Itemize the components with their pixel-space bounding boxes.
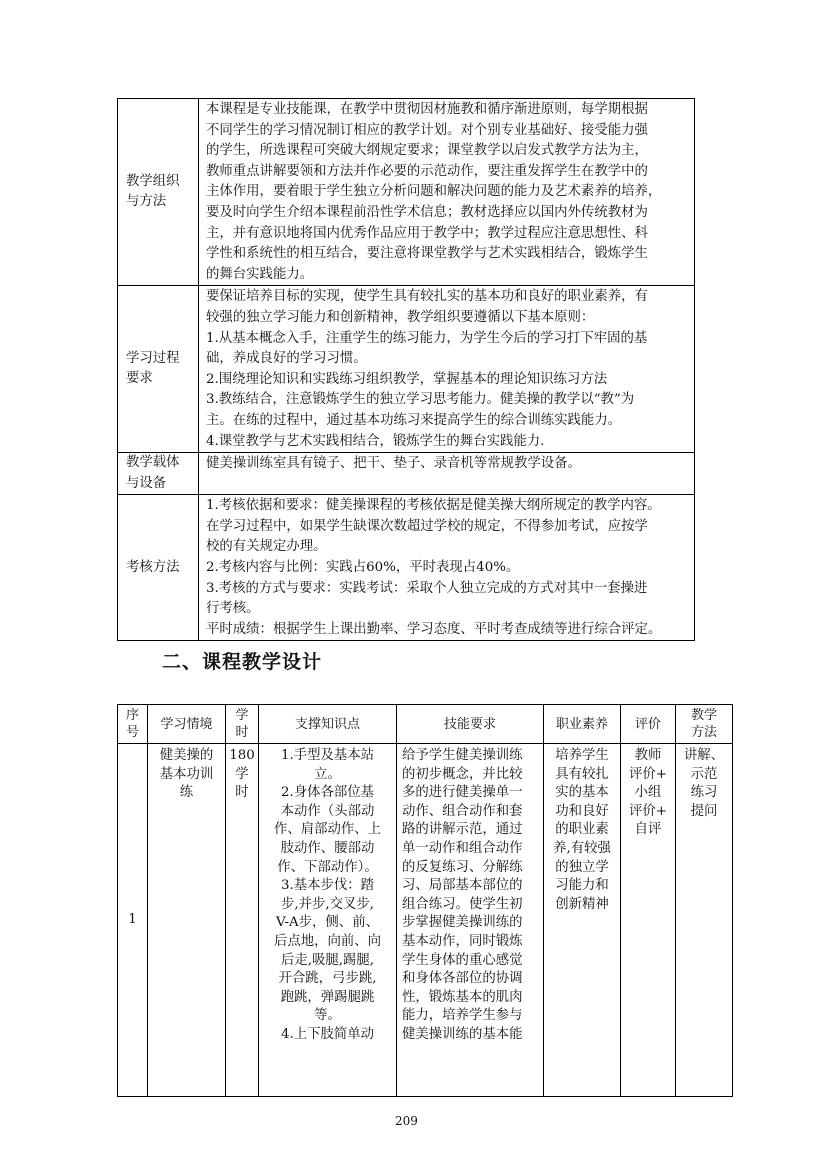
teaching-design-table xyxy=(117,704,733,1097)
course-info-table xyxy=(117,98,695,641)
row-content xyxy=(199,99,695,286)
skills-cell-line: 能力，培养学生参与 xyxy=(402,1008,523,1024)
knowledge-cell-line: 作、下部动作）。 xyxy=(277,859,378,875)
literacy-cell-line: 习能力和 xyxy=(555,878,609,894)
skills-cell-line: 性，锻炼基本的肌肉 xyxy=(402,989,523,1005)
skills-cell-line: 学生身体的重心感觉 xyxy=(402,952,523,968)
method-cell-line: 讲解、 xyxy=(683,748,725,763)
knowledge-cell-line: 跑跳，弹踢腿跳 xyxy=(280,989,375,1005)
column-header-line: 职业素养 xyxy=(555,716,608,732)
skills-cell-line: 路的讲解示范，通过 xyxy=(402,822,523,838)
column-header xyxy=(148,705,226,744)
column-header-line: 号 xyxy=(125,725,139,740)
situation-cell-line: 健美操的 xyxy=(159,748,214,763)
section-title: 二、课程教学设计 xyxy=(162,651,323,673)
table-row xyxy=(118,744,733,1097)
evaluation-cell-line: 教师 xyxy=(634,748,662,763)
content-line: 4.课堂教学与艺术实践相结合，锻炼学生的舞台实践能力. xyxy=(206,433,545,449)
skills-cell-line: 健美操训练的基本能 xyxy=(402,1026,523,1042)
skills-cell-line: 给予学生健美操训练 xyxy=(402,748,523,763)
skills-cell-line: 多的进行健美操单一 xyxy=(402,785,523,801)
skills-cell-line: 步掌握健美操训练的 xyxy=(402,915,523,931)
content-line: 要保证培养目标的实现，使学生具有较扎实的基本功和良好的职业素养，有 xyxy=(206,289,648,305)
column-header-line: 学习情境 xyxy=(160,716,213,732)
content-line: 不同学生的学习情况制订相应的教学计划。对个别专业基础好、接受能力强 xyxy=(206,122,648,138)
hours-cell-line: 180 xyxy=(229,748,255,763)
evaluation-cell-line: 小组 xyxy=(634,785,662,801)
knowledge-cell-line: 4.上下肢简单动 xyxy=(280,1026,375,1042)
knowledge-cell-line: 后点地，向前、向 xyxy=(273,933,382,949)
row-heading xyxy=(118,495,199,641)
skills-cell-line: 的反复练习、分解练 xyxy=(402,859,523,875)
evaluation-cell-line: 自评 xyxy=(634,822,662,838)
situation-cell xyxy=(148,744,226,1097)
evaluation-cell xyxy=(621,744,676,1097)
literacy-cell-line: 实的基本 xyxy=(555,785,609,801)
content-line: 校的有关规定办理。 xyxy=(206,539,327,555)
content-line: 在学习过程中，如果学生缺课次数超过学校的规定，不得参加考试，应按学 xyxy=(206,518,648,534)
content-line: 教师重点讲解要领和方法并作必要的示范动作，要注重发挥学生在教学中的 xyxy=(206,163,648,179)
situation-cell-line: 练 xyxy=(179,785,194,801)
method-cell-line: 示范 xyxy=(690,766,718,782)
row-heading-line: 与设备 xyxy=(126,475,167,491)
row-heading-line: 教学载体 xyxy=(126,455,180,471)
skills-cell-line: 基本动作，同时锻炼 xyxy=(402,933,523,949)
literacy-cell-line: 培养学生 xyxy=(555,748,609,763)
content-line: 的舞台实践能力。 xyxy=(206,266,314,282)
content-line: 2.围绕理论知识和实践练习组织教学，掌握基本的理论知识练习方法 xyxy=(206,371,608,387)
column-header xyxy=(118,705,148,744)
hours-cell xyxy=(226,744,259,1097)
table-row xyxy=(118,495,695,641)
table-row xyxy=(118,99,695,286)
knowledge-cell-line: 等。 xyxy=(314,1008,341,1024)
knowledge-cell-line: 步,并步,交叉步, xyxy=(280,896,375,912)
content-line: 要及时向学生介绍本课程前沿性学术信息；教材选择应以国内外传统教材为 xyxy=(206,204,648,220)
content-line: 3.考核的方式与要求：实践考试：采取个人独立完成的方式对其中一套操进 xyxy=(206,580,648,596)
content-line: 础，养成良好的学习习惯。 xyxy=(206,351,367,367)
knowledge-cell-line: 后走,吸腿,踢腿, xyxy=(280,952,375,968)
content-line: 行考核。 xyxy=(206,601,260,617)
table-row xyxy=(118,286,695,453)
column-header-line: 方法 xyxy=(690,725,717,740)
literacy-cell-line: 的独立学 xyxy=(555,859,609,875)
literacy-cell-line: 的职业素 xyxy=(555,822,609,838)
skills-cell-line: 和身体各部位的协调 xyxy=(402,971,523,987)
skills-cell-line: 单一动作和组合动作 xyxy=(402,840,523,856)
content-line: 主，并有意识地将国内优秀作品应用于教学中；教学过程应注意思想性、科 xyxy=(206,225,648,241)
method-cell xyxy=(676,744,733,1097)
literacy-cell-line: 功和良好 xyxy=(555,803,609,819)
content-line: 主体作用，要着眼于学生独立分析问题和解决问题的能力及艺术素养的培养， xyxy=(206,184,662,200)
column-header-line: 序 xyxy=(125,708,139,723)
skills-cell-line: 习、局部基本部位的 xyxy=(402,878,523,894)
column-header-line: 评价 xyxy=(634,716,661,732)
knowledge-cell-line: 开合跳，弓步跳, xyxy=(278,971,377,987)
column-header xyxy=(226,705,259,744)
content-line: 健美操训练室具有镜子、把干、垫子、录音机等常规教学设备。 xyxy=(206,456,581,472)
column-header-line: 时 xyxy=(235,725,249,740)
knowledge-cell-line: 本动作（头部动 xyxy=(280,803,375,819)
row-content xyxy=(199,453,695,495)
method-cell-line: 练习 xyxy=(690,785,718,801)
evaluation-cell-line: 评价+ xyxy=(628,803,667,819)
hours-cell-line: 学 xyxy=(235,766,249,782)
literacy-cell-line: 养,有较强 xyxy=(553,840,611,856)
row-heading-line: 学习过程 xyxy=(126,350,180,366)
column-header xyxy=(621,705,676,744)
method-cell-line: 提问 xyxy=(690,803,718,819)
table-header-row xyxy=(118,705,733,744)
column-header-line: 学 xyxy=(235,708,249,723)
seq-cell: 1 xyxy=(118,744,148,1097)
literacy-cell-line: 创新精神 xyxy=(555,896,609,912)
situation-cell-line: 基本功训 xyxy=(159,766,214,782)
row-heading xyxy=(118,286,199,453)
knowledge-cell-line: V-A步，侧、前、 xyxy=(276,915,379,931)
content-line: 较强的独立学习能力和创新精神，教学组织要遵循以下基本原则： xyxy=(206,309,595,325)
table-row xyxy=(118,453,695,495)
content-line: 1.从基本概念入手，注重学生的练习能力，为学生今后的学习打下牢固的基 xyxy=(206,330,648,346)
column-header xyxy=(259,705,397,744)
content-line: 3.教练结合，注意锻炼学生的独立学习思考能力。健美操的教学以“教”为 xyxy=(206,392,635,408)
knowledge-cell-line: 1.手型及基本站 xyxy=(280,748,375,763)
content-line: 本课程是专业技能课，在教学中贯彻因材施教和循序渐进原则，每学期根据 xyxy=(206,102,648,117)
row-heading xyxy=(118,453,199,495)
knowledge-cell-line: 肢动作、腰部动 xyxy=(280,840,375,856)
column-header-line: 技能要求 xyxy=(443,716,496,732)
row-heading-line: 考核方法 xyxy=(126,559,180,575)
skills-cell-line: 组合练习。使学生初 xyxy=(402,896,523,912)
content-line: 的学生，所选课程可突破大纲规定要求；课堂教学以启发式教学方法为主， xyxy=(206,143,648,159)
content-line: 平时成绩：根据学生上课出勤率、学习态度、平时考查成绩等进行综合评定。 xyxy=(206,621,662,637)
knowledge-cell-line: 立。 xyxy=(314,766,341,782)
skills-cell xyxy=(397,744,544,1097)
content-line: 学性和系统性的相互结合，要注意将课堂教学与艺术实践相结合，锻炼学生 xyxy=(206,246,648,262)
column-header-line: 教学 xyxy=(690,708,717,723)
row-content xyxy=(199,286,695,453)
knowledge-cell-line: 作、肩部动作、上 xyxy=(273,822,382,838)
content-line: 1.考核依据和要求：健美操课程的考核依据是健美操大纲所规定的教学内容。 xyxy=(206,498,661,514)
row-heading xyxy=(118,99,199,286)
literacy-cell xyxy=(544,744,621,1097)
column-header-line: 支撑知识点 xyxy=(294,716,360,732)
row-heading-line: 要求 xyxy=(126,371,153,387)
column-header xyxy=(397,705,544,744)
skills-cell-line: 动作、组合动作和套 xyxy=(402,803,523,819)
column-header xyxy=(544,705,621,744)
row-heading-line: 教学组织 xyxy=(126,173,180,189)
knowledge-cell-line: 2.身体各部位基 xyxy=(280,785,375,801)
knowledge-cell-line: 3.基本步伐：踏 xyxy=(280,878,375,894)
column-header xyxy=(676,705,733,744)
evaluation-cell-line: 评价+ xyxy=(628,766,667,782)
content-line: 主。在练的过程中，通过基本功练习来提高学生的综合训练实践能力。 xyxy=(206,412,622,428)
literacy-cell-line: 具有较扎 xyxy=(555,766,609,782)
knowledge-cell xyxy=(259,744,397,1097)
page-number: 209 xyxy=(395,1114,418,1128)
skills-cell-line: 的初步概念，并比较 xyxy=(402,766,523,782)
row-heading-line: 与方法 xyxy=(126,194,167,210)
hours-cell-line: 时 xyxy=(235,785,249,801)
row-content xyxy=(199,495,695,641)
content-line: 2.考核内容与比例：实践占60%，平时表现占40%。 xyxy=(206,560,520,576)
